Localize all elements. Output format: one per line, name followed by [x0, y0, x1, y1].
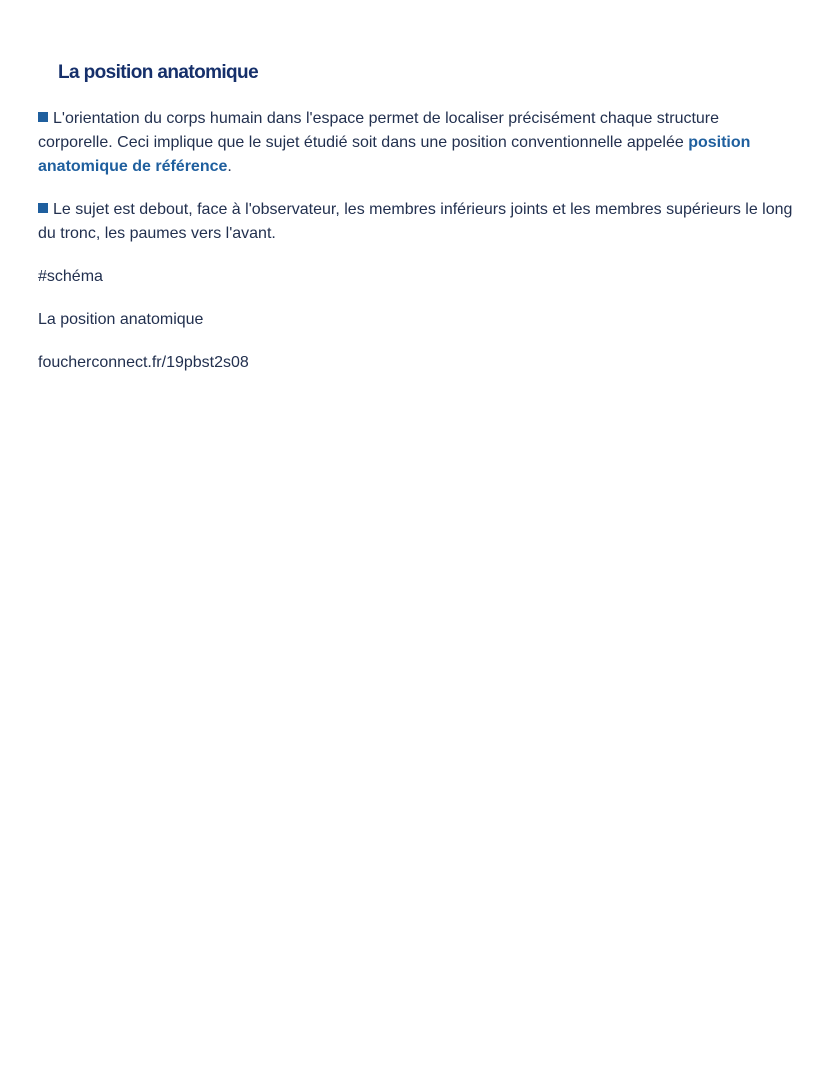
schema-link[interactable]: foucherconnect.fr/19pbst2s08: [38, 354, 249, 371]
section-content: [38, 107, 798, 394]
key-term: position anatomique de référence: [38, 134, 751, 175]
schema-tag: #schéma: [38, 268, 103, 285]
paragraph-posture: [38, 198, 798, 246]
square-bullet-icon: [38, 203, 48, 213]
paragraph-orientation: [38, 107, 798, 179]
square-bullet-icon: [38, 112, 48, 122]
paragraph-orientation-end: .: [227, 158, 232, 175]
section-title: La position anatomique: [58, 62, 259, 83]
paragraph-orientation-text: L'orientation du corps humain dans l'espace permet de localiser précisément chaque structure corporelle. Ceci implique que le sujet étudié soit dans une position conventionnelle appelée: [38, 110, 720, 151]
paragraph-posture-text: Le sujet est debout, face à l'observateur, les membres inférieurs joints et les membres supérieurs le long du tronc, les paumes vers l'avant.: [38, 201, 793, 242]
schema-caption: La position anatomique: [38, 311, 204, 328]
